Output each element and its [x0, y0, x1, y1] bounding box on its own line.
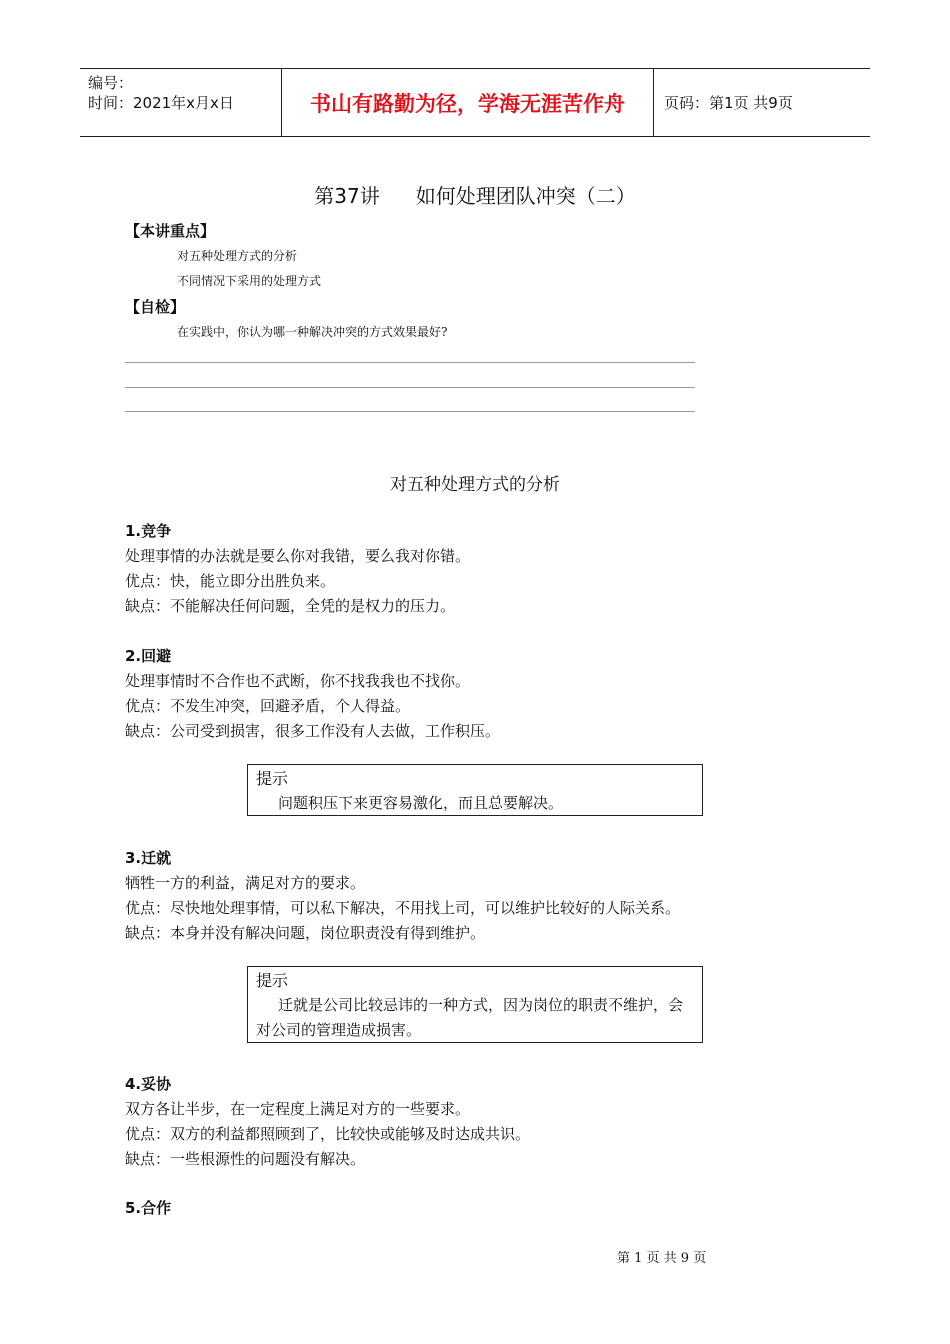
section-line: 牺牲一方的利益，满足对方的要求。 — [125, 874, 366, 892]
focus-item: 对五种处理方式的分析 — [177, 249, 298, 263]
section-line: 处理事情的办法就是要么你对我错，要么我对你错。 — [125, 547, 471, 565]
tip-label: 提示 — [256, 971, 289, 990]
section-line: 缺点：本身并没有解决问题，岗位职责没有得到维护。 — [125, 924, 486, 942]
selfcheck-label: 【自检】 — [125, 298, 186, 316]
answer-line — [125, 362, 695, 363]
selfcheck-question: 在实践中，你认为哪一种解决冲突的方式效果最好? — [177, 325, 448, 339]
tip-box — [247, 966, 703, 1043]
section-line: 缺点：一些根源性的问题没有解决。 — [125, 1150, 366, 1168]
header-page-label: 页码：第1页 共9页 — [664, 94, 793, 112]
section-heading: 4.妥协 — [125, 1075, 172, 1093]
tip-label: 提示 — [256, 769, 289, 788]
focus-label: 【本讲重点】 — [125, 222, 216, 240]
lecture-title — [0, 180, 950, 209]
section-title: 对五种处理方式的分析 — [390, 475, 560, 495]
header-meta — [80, 69, 282, 136]
section-line: 处理事情时不合作也不武断，你不找我我也不找你。 — [125, 672, 471, 690]
lecture-topic: 如何处理团队冲突（二） — [415, 184, 636, 208]
section-line: 双方各让半步，在一定程度上满足对方的一些要求。 — [125, 1100, 471, 1118]
lecture-number: 第37讲 — [314, 184, 380, 208]
section-heading: 1.竞争 — [125, 522, 172, 540]
page-footer: 第 1 页 共 9 页 — [617, 1251, 707, 1266]
section-line: 优点：双方的利益都照顾到了，比较快或能够及时达成共识。 — [125, 1125, 531, 1143]
section-heading: 3.迁就 — [125, 849, 172, 867]
document-header — [80, 68, 870, 137]
header-motto: 书山有路勤为径，学海无涯苦作舟 — [282, 69, 654, 136]
tip-box — [247, 764, 703, 816]
focus-item: 不同情况下采用的处理方式 — [177, 274, 322, 288]
section-line: 优点：尽快地处理事情，可以私下解决，不用找上司，可以维护比较好的人际关系。 — [125, 899, 681, 917]
section-line: 优点：不发生冲突，回避矛盾，个人得益。 — [125, 697, 411, 715]
answer-line — [125, 387, 695, 388]
time-label: 时间：2021年x月x日 — [88, 94, 234, 112]
section-heading: 5.合作 — [125, 1199, 172, 1217]
answer-line — [125, 411, 695, 412]
section-line: 优点：快，能立即分出胜负来。 — [125, 572, 336, 590]
section-heading: 2.回避 — [125, 647, 172, 665]
tip-text: 问题积压下来更容易激化，而且总要解决。 — [278, 794, 564, 812]
section-line: 缺点：不能解决任何问题，全凭的是权力的压力。 — [125, 597, 456, 615]
number-label: 编号： — [88, 74, 134, 92]
section-line: 缺点：公司受到损害，很多工作没有人去做，工作积压。 — [125, 722, 501, 740]
tip-text: 迁就是公司比较忌讳的一种方式，因为岗位的职责不维护，会对公司的管理造成损害。 — [256, 996, 684, 1039]
